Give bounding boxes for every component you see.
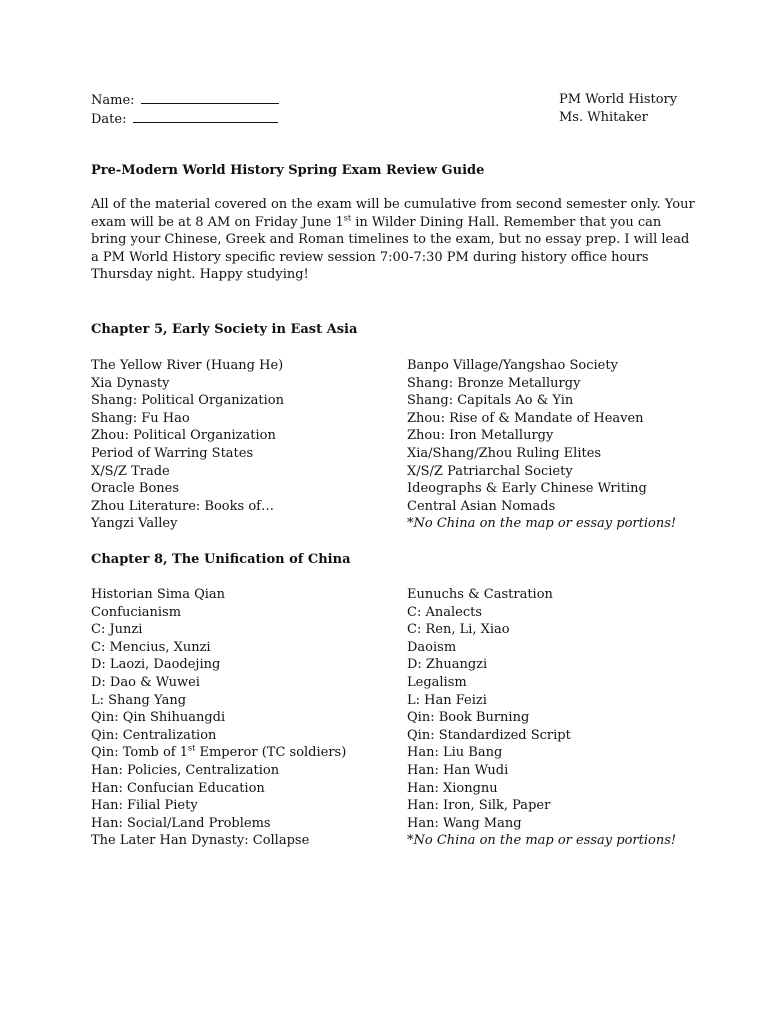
list-item: Qin: Qin Shihuangdi [91, 710, 226, 726]
course-info [559, 91, 739, 126]
list-item: D: Zhuangzi [407, 657, 488, 673]
intro-superscript: st [343, 213, 352, 223]
list-item: Han: Social/Land Problems [91, 815, 271, 831]
tomb-superscript: st [188, 744, 196, 754]
list-item: Eunuchs & Castration [407, 587, 553, 602]
list-item: Han: Xiongnu [407, 780, 498, 796]
list-item: Shang: Bronze Metallurgy [407, 375, 581, 391]
list-item: Shang: Political Organization [91, 393, 284, 409]
intro-text-1: All of the material covered on the exam will be cumulative from second semester only. Your exam will be at 8 AM on Friday June 1 [91, 197, 695, 230]
list-item: Xia Dynasty [91, 375, 170, 391]
list-item: Banpo Village/Yangshao Society [407, 358, 618, 373]
list-item: C: Junzi [91, 622, 143, 638]
list-item: The Later Han Dynasty: Collapse [91, 833, 310, 849]
list-item: Central Asian Nomads [407, 498, 556, 514]
date-label: Date: [91, 111, 127, 127]
list-item: L: Shang Yang [91, 692, 187, 708]
list-item: D: Laozi, Daodejing [91, 657, 221, 673]
list-item: Zhou Literature: Books of… [91, 498, 274, 514]
chapter-8-right-column [407, 586, 707, 850]
list-item: Yangzi Valley [91, 516, 178, 532]
course-name: PM World History [559, 92, 678, 107]
list-item: Ideographs & Early Chinese Writing [407, 481, 647, 497]
list-item: X/S/Z Trade [91, 463, 170, 479]
list-item: The Yellow River (Huang He) [91, 358, 284, 373]
chapter-5-topics [91, 357, 711, 533]
map-essay-note: *No China on the map or essay portions! [407, 516, 677, 532]
name-line [91, 91, 391, 110]
list-item: Han: Liu Bang [407, 745, 503, 761]
list-item: L: Han Feizi [407, 692, 487, 708]
chapter-5-right-column [407, 357, 707, 533]
list-item: Historian Sima Qian [91, 587, 226, 602]
list-item: Legalism [407, 674, 467, 690]
student-info [91, 91, 391, 128]
name-label: Name: [91, 93, 135, 108]
list-item: X/S/Z Patriarchal Society [407, 463, 573, 479]
date-line [91, 110, 391, 129]
list-item: Qin: Centralization [91, 727, 217, 743]
list-item: Qin: Book Burning [407, 710, 530, 726]
chapter-5-left-column [91, 357, 407, 533]
list-item: Shang: Capitals Ao & Yin [407, 393, 574, 409]
list-item: Han: Iron, Silk, Paper [407, 798, 551, 814]
list-item: Zhou: Iron Metallurgy [407, 428, 554, 444]
list-item: Confucianism [91, 604, 182, 620]
tomb-text-1: Qin: Tomb of 1 [91, 745, 189, 761]
list-item: C: Analects [407, 604, 482, 620]
list-item: D: Dao & Wuwei [91, 674, 200, 690]
list-item: Xia/Shang/Zhou Ruling Elites [407, 445, 602, 461]
chapter-5-heading: Chapter 5, Early Society in East Asia [91, 322, 358, 337]
map-essay-note: *No China on the map or essay portions! [407, 833, 677, 849]
list-item: C: Mencius, Xunzi [91, 639, 211, 655]
list-item: Daoism [407, 639, 457, 655]
list-item: Han: Wang Mang [407, 815, 522, 831]
teacher-name: Ms. Whitaker [559, 109, 648, 125]
list-item: Qin: Standardized Script [407, 727, 571, 743]
list-item: Han: Filial Piety [91, 798, 198, 814]
page-title: Pre-Modern World History Spring Exam Review Guide [91, 163, 485, 178]
intro-text-2: in Wilder Dining Hall. Remember that you can bring your Chinese, Greek and Roman timelines to the exam, but no essay prep. I will lead a PM World History specific review session 7:00-7:30 PM during history office hours Thursday night. Happy studying! [91, 214, 690, 283]
list-item: Han: Han Wudi [407, 762, 509, 778]
tomb-text-2: Emperor (TC soldiers) [195, 745, 347, 761]
list-item: Zhou: Political Organization [91, 428, 276, 444]
chapter-8-topics [91, 586, 711, 850]
list-item: Han: Policies, Centralization [91, 762, 280, 778]
list-item-tomb [91, 744, 407, 762]
chapter-8-left-column [91, 586, 407, 850]
list-item: Shang: Fu Hao [91, 410, 190, 426]
list-item: Period of Warring States [91, 445, 254, 461]
list-item: Zhou: Rise of & Mandate of Heaven [407, 410, 644, 426]
date-blank[interactable] [133, 110, 278, 123]
intro-paragraph [91, 196, 696, 284]
list-item: Han: Confucian Education [91, 780, 265, 796]
name-blank[interactable] [141, 91, 279, 104]
chapter-8-heading: Chapter 8, The Unification of China [91, 552, 351, 567]
list-item: C: Ren, Li, Xiao [407, 622, 510, 638]
list-item: Oracle Bones [91, 481, 180, 497]
